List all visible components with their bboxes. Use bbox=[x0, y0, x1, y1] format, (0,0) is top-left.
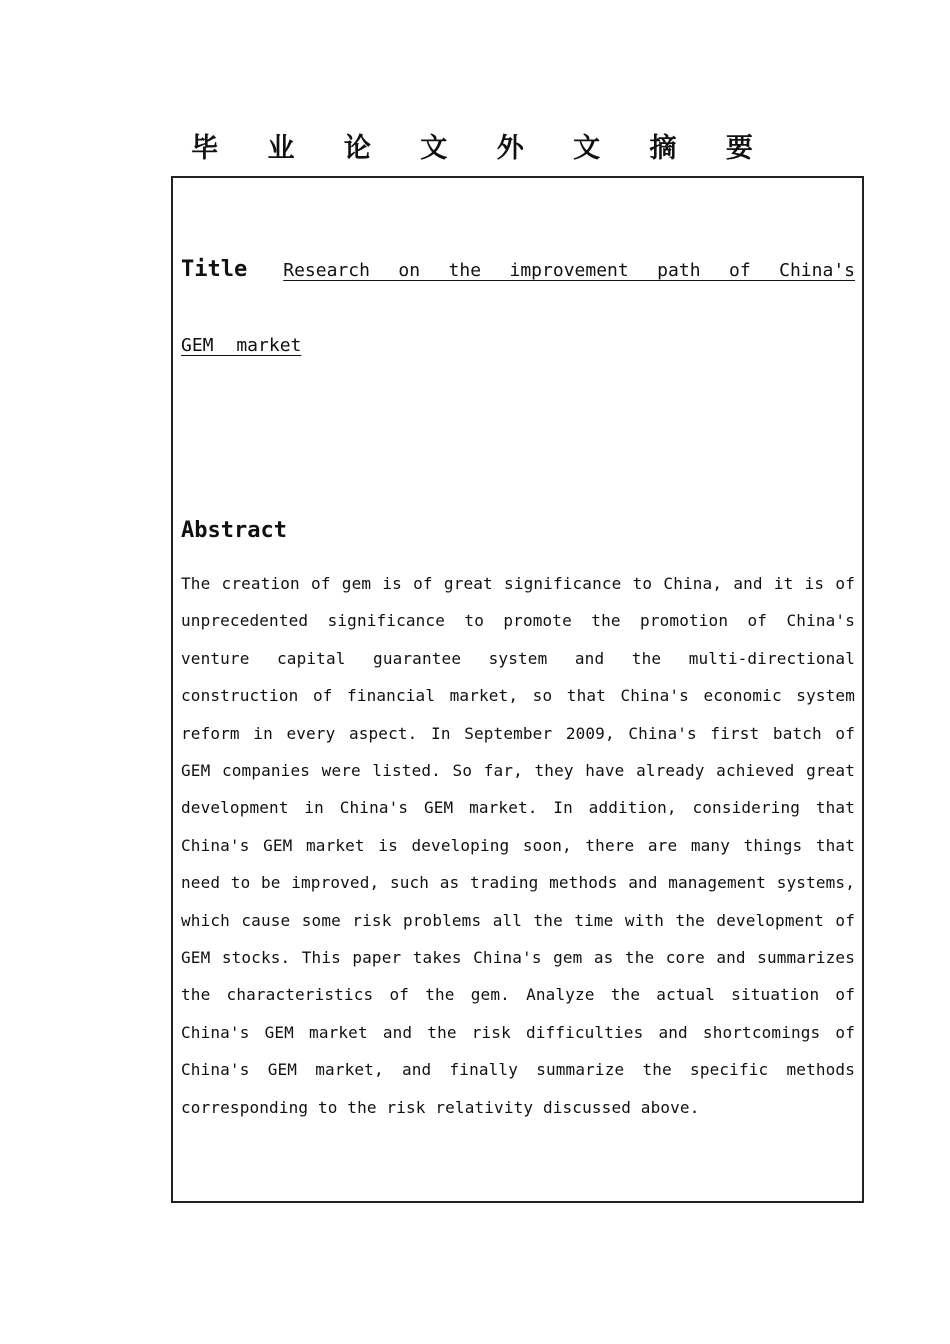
thesis-title-text: Research on the improvement path of China's GEM market bbox=[181, 260, 855, 356]
title-label: Title bbox=[181, 257, 248, 282]
abstract-heading: Abstract bbox=[181, 518, 287, 543]
page-title: 毕 业 论 文 外 文 摘 要 bbox=[191, 133, 773, 164]
abstract-body: The creation of gem is of great significance to China, and it is of unprecedented significance to promote the promotion of China's venture capital guarantee system and the multi-directional construction of financial market, so that China's economic system reform in every aspect. In September 2009, China's first batch of GEM companies were listed. So far, they have already achieved great development in China's GEM market. In addition, considering that China's GEM market is developing soon, there are many things that need to be improved, such as trading methods and management systems, which cause some risk problems all the time with the development of GEM stocks. This paper takes China's gem as the core and summarizes the characteristics of the gem. Analyze the actual situation of China's GEM market and the risk difficulties and shortcomings of China's GEM market, and finally summarize the specific methods corresponding to the risk relativity discussed above. bbox=[181, 574, 855, 1117]
thesis-title-block bbox=[181, 233, 855, 383]
